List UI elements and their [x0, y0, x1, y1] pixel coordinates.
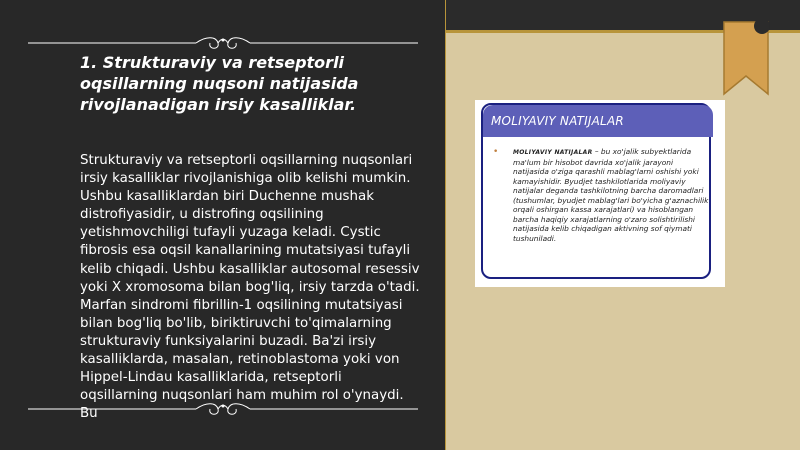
embedded-slide-image [475, 100, 725, 287]
section-body-text: Strukturaviy va retseptorli oqsillarning nuqsonlari irsiy kasalliklar rivojlanishiga olib kelishi mumkin. Ushbu kasalliklardan biri Duchenne mushak distrofiyasidir, u distrofing oqsilining yetishmovchiligi tufayli yuzaga keladi. Cystic fibrosis esa oqsil kanallarining mutatsiyasi tufayli kelib chiqadi. Ushbu kasalliklar autosomal resessiv yoki X xromosoma bilan bog'liq, irsiy tarzda o'tadi. Marfan sindromi fibrillin-1 oqsilining mutatsiyasi bilan bog'liq bo'lib, biriktiruvchi to'qimalarning strukturaviy funksiyalarini buzadi. Ba'zi irsiy kasalliklarda, masalan, retinoblastoma yoki von Hippel-Lindau kasalliklarida, retseptorli oqsillarning nuqsonlari ham muhim rol o'ynaydi. Bu [80, 153, 420, 422]
ornament-divider-bottom [28, 400, 418, 418]
slide-title: MOLIYAVIY NATIJALAR [491, 114, 624, 128]
slide-header [483, 105, 713, 137]
slide-text-body: – bu xo'jalik subyektlarida ma'lum bir hisobot davrida xo'jalik jarayoni natijasida o'ziga qarashli mablag'larni oshishi yoki kamayishidir. Byudjet tashkilotlarida moliyaviy natijalar deganda tashkilotning barcha daromadlari (tushumlar, byudjet mablag'lari bo'yicha g'aznachilik orqali oshirgan kassa xarajatlari) va hisoblangan barcha haqiqiy xarajatlarning o'zaro solishtirilishi natijasida kelib chiqadigan aktivning sof qiymati tushuniladi. [513, 147, 709, 243]
section-title: 1. Strukturaviy va retseptorli oqsillarning nuqsoni natijasida rivojlanadigan irsiy kasalliklar. [80, 53, 359, 114]
ornament-divider-top [28, 34, 418, 52]
slide-text [513, 147, 711, 243]
bookmark-ribbon-icon [720, 20, 772, 98]
slide-frame [481, 103, 711, 279]
slide-text-lead: MOLIYAVIY NATIJALAR [513, 149, 593, 156]
slide-bullet-icon: • [493, 147, 499, 157]
